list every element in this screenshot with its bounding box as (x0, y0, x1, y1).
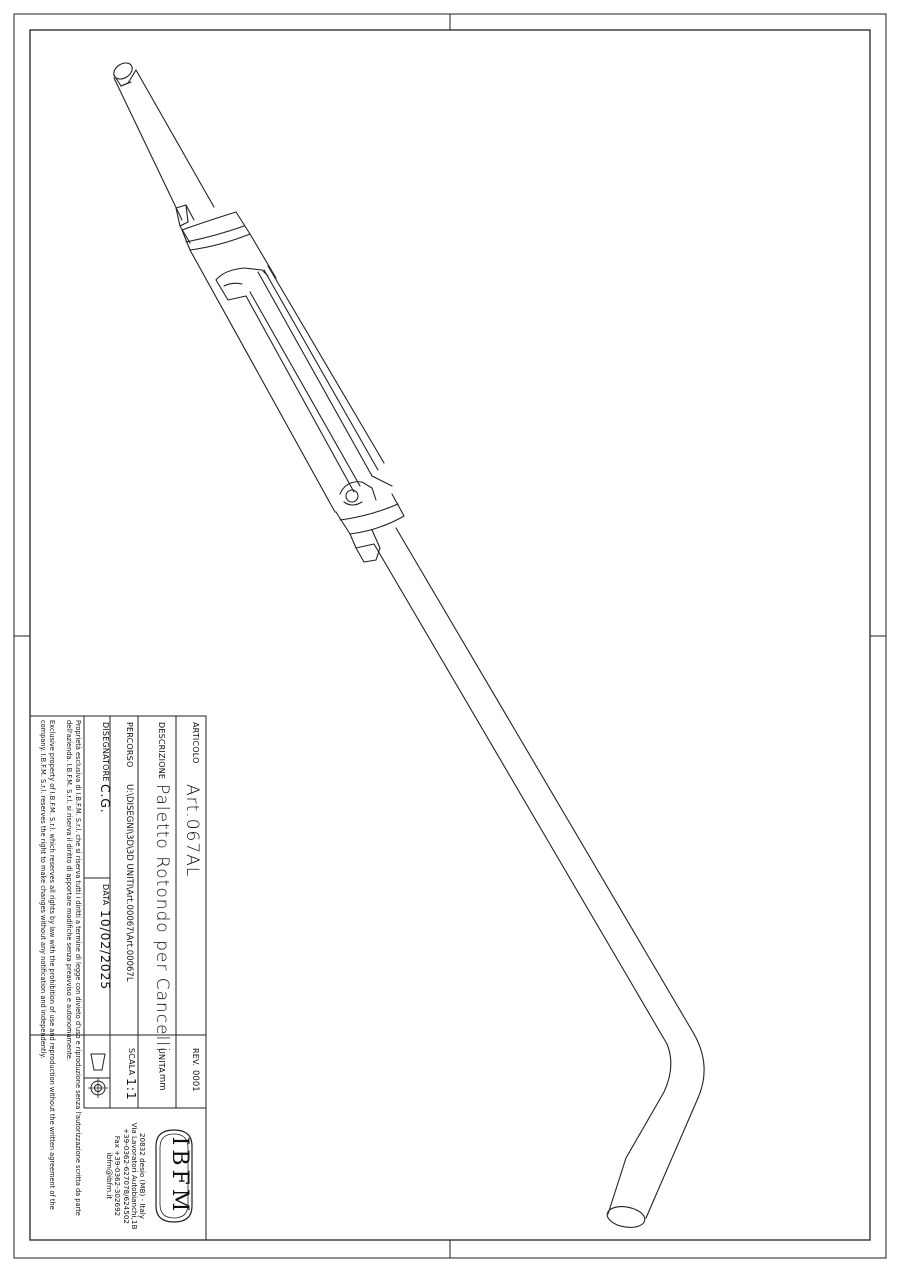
rev-value: 0001 (190, 1070, 200, 1092)
address-line5: ibfm@ibfm.it (105, 1152, 115, 1200)
scala-value: 1:1 (124, 1078, 139, 1101)
unita-label: UNITA (157, 1048, 166, 1073)
disclaimer-en: Exclusive property of I.B.F.M. S.r.l. which reserves all rights by law with the prohibition of use and reproduction without the written agreement of the company. I.B.F.M. S.r.l. reserves the right to make changes without any notification and independently. (39, 720, 56, 1210)
percorso-label: PERCORSO (125, 722, 134, 768)
articolo-label: ARTICOLO (191, 722, 200, 764)
address-line1: 20832 desio (MB) - Italy (138, 1132, 147, 1220)
address-block (105, 1118, 146, 1234)
data-value: 10/02/2025 (98, 910, 113, 991)
unita-value: mm (157, 1074, 167, 1091)
descrizione-value: Paletto Rotondo per Cancelli (152, 784, 172, 1053)
articolo-value: Art.067AL (182, 784, 202, 878)
disegnatore-label: DISEGNATORE (101, 722, 110, 782)
address-line3: +39-0362-627078/624502 (121, 1128, 131, 1224)
address-line2: Via Lavoratori Autobianchi,1B (129, 1122, 139, 1230)
rev-label: REV. (191, 1048, 200, 1067)
descrizione-label: DESCRIZIONE (157, 722, 166, 780)
scala-label: SCALA (127, 1048, 136, 1076)
title-block-rotated (30, 716, 206, 1240)
address-line4: Fax +39-0362-302692 (113, 1135, 123, 1217)
title-block (30, 716, 206, 1240)
logo-text: IBFM (167, 1136, 192, 1216)
disclaimer-it: Proprietà esclusiva di I.B.F.M. S.r.l. che si riserva tutti i diritti a termine di legge con divieto d'uso e riproduzione senza l'autorizzazione scritta da parte dell'azienda. I.B.F.M. S.r.l. si riserva il diritto di apportare modifiche senza preavviso e autonomamente. (65, 720, 82, 1216)
disegnatore-value: C.G. (98, 784, 113, 814)
data-label: DATA (101, 884, 110, 906)
percorso-value: U:\DISEGNI\3D\3D UNITI\Art.00067\Art.00067L (124, 784, 134, 982)
projection-symbol-icon (86, 1050, 110, 1106)
